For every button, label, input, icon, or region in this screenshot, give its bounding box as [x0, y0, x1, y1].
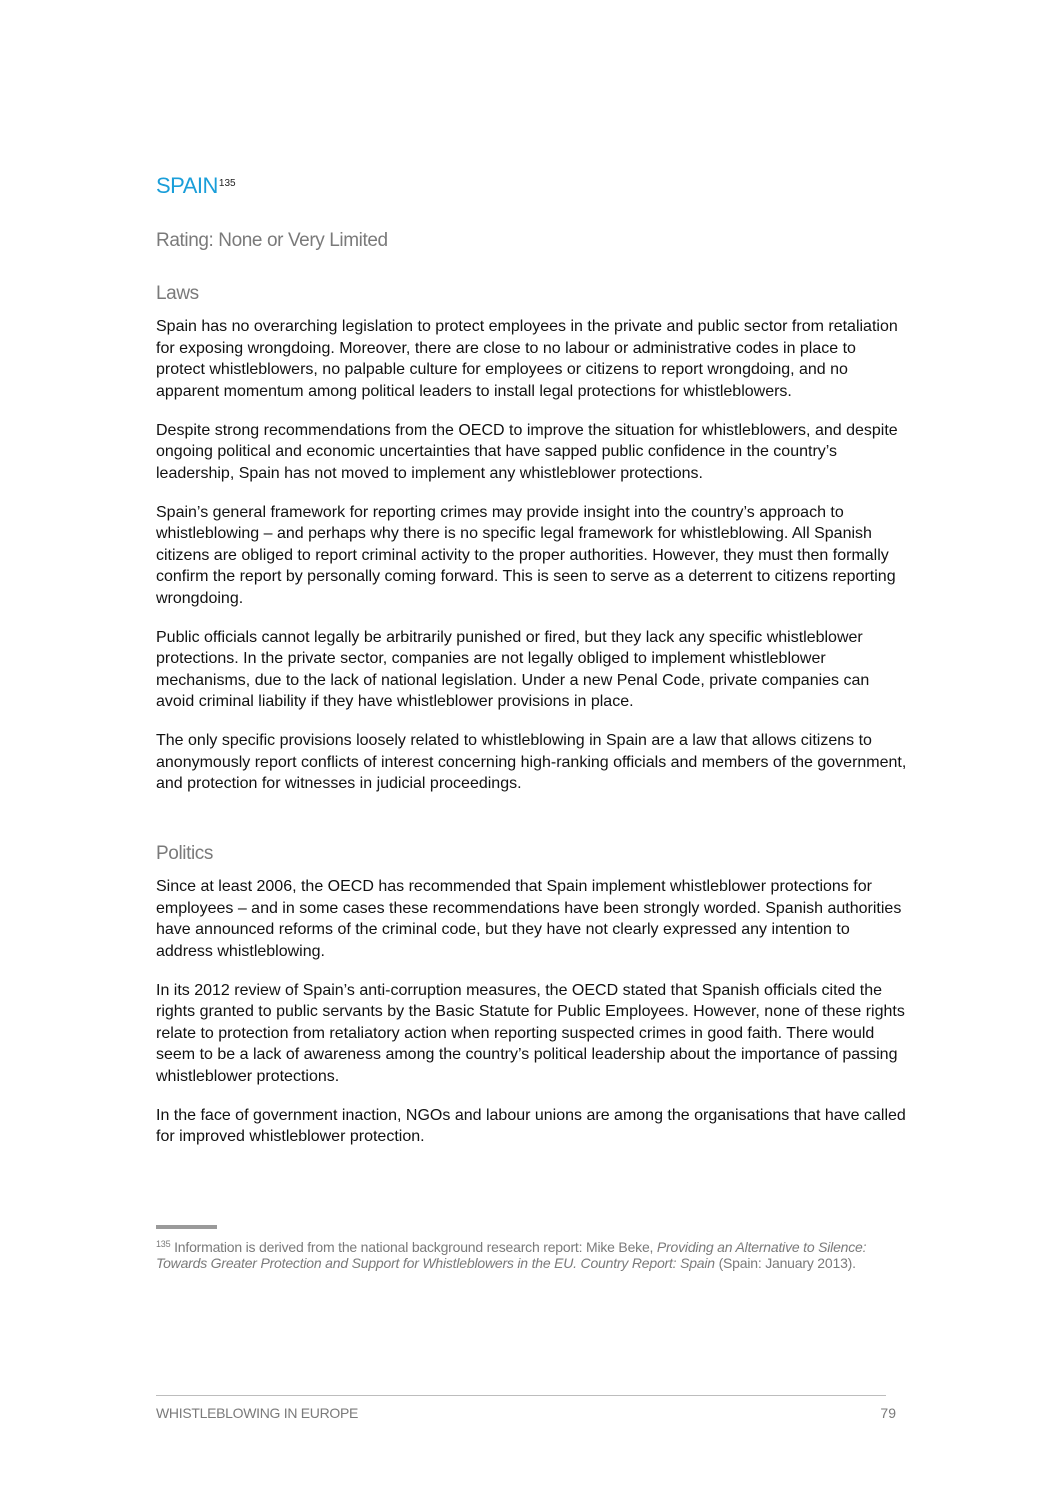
laws-paragraph-1: Spain has no overarching legislation to protect employees in the private and public sector from retaliation for exposing wrongdoing. Moreover, there are close to no labour or administrative codes in place to protect whistleblowers, no palpable culture for employees or citizens to report wrongdoing, and no apparent momentum among political leaders to install legal protections for whistleblowers.	[156, 318, 898, 400]
laws-heading: Laws	[156, 283, 199, 304]
laws-paragraph-3: Spain’s general framework for reporting crimes may provide insight into the country’s approach to whistleblowing – and perhaps why there is no specific legal framework for whistleblowing. All Spanish citizens are obliged to report criminal activity to the proper authorities. However, they must then formally confirm the report by personally coming forward. This is seen to serve as a deterrent to citizens reporting wrongdoing.	[156, 503, 896, 607]
footnote-report-title: Providing an Alternative to Silence: Towards Greater Protection and Support for Whistleblowers in the EU. Country Report: Spain	[156, 1239, 867, 1271]
footnote	[156, 1236, 908, 1271]
laws-section	[156, 316, 908, 812]
footnote-text-before: Information is derived from the national background research report: Mike Beke,	[170, 1239, 657, 1255]
laws-paragraph-4: Public officials cannot legally be arbitrarily punished or fired, but they lack any specific whistleblower protections. In the private sector, companies are not legally obliged to implement whistleblower mechanisms, due to the lack of national legislation. Under a new Penal Code, private companies can avoid criminal liability if they have whistleblower provisions in place.	[156, 628, 870, 710]
politics-paragraph-3: In the face of government inaction, NGOs and labour unions are among the organisations that have called for improved whistleblower protection.	[156, 1106, 906, 1145]
politics-paragraph-1: Since at least 2006, the OECD has recommended that Spain implement whistleblower protections for employees – and in some cases these recommendations have been strongly worded. Spanish authorities have announced reforms of the criminal code, but they have not clearly expressed any intention to address whistleblowing.	[156, 878, 902, 960]
laws-paragraph-5: The only specific provisions loosely related to whistleblowing in Spain are a law that allows citizens to anonymously report conflicts of interest concerning high-ranking officials and members of the government, and protection for witnesses in judicial proceedings.	[156, 732, 907, 792]
rating-heading: Rating: None or Very Limited	[156, 230, 388, 251]
footnote-divider	[156, 1225, 217, 1229]
footnote-text-after: (Spain: January 2013).	[714, 1255, 856, 1271]
footer-divider	[156, 1395, 886, 1396]
footnote-reference[interactable]: 135	[218, 178, 236, 189]
page-number: 79	[880, 1405, 896, 1421]
laws-paragraph-2: Despite strong recommendations from the OECD to improve the situation for whistleblowers, and despite ongoing political and economic uncertainties that have sapped public confidence in the country’s leadership, Spain has not moved to implement any whistleblower protections.	[156, 421, 898, 482]
politics-section	[156, 876, 908, 1165]
footer-publication-title: WHISTLEBLOWING IN EUROPE	[156, 1405, 359, 1421]
country-title	[156, 173, 236, 199]
country-title-text: SPAIN	[156, 173, 218, 198]
politics-paragraph-2: In its 2012 review of Spain’s anti-corruption measures, the OECD stated that Spanish officials cited the rights granted to public servants by the Basic Statute for Public Employees. However, none of these rights relate to protection from retaliatory action when reporting suspected crimes in good faith. There would seem to be a lack of awareness among the country’s political leadership about the importance of passing whistleblower protections.	[156, 981, 905, 1085]
politics-heading: Politics	[156, 843, 213, 864]
footnote-number: 135	[156, 1239, 171, 1249]
